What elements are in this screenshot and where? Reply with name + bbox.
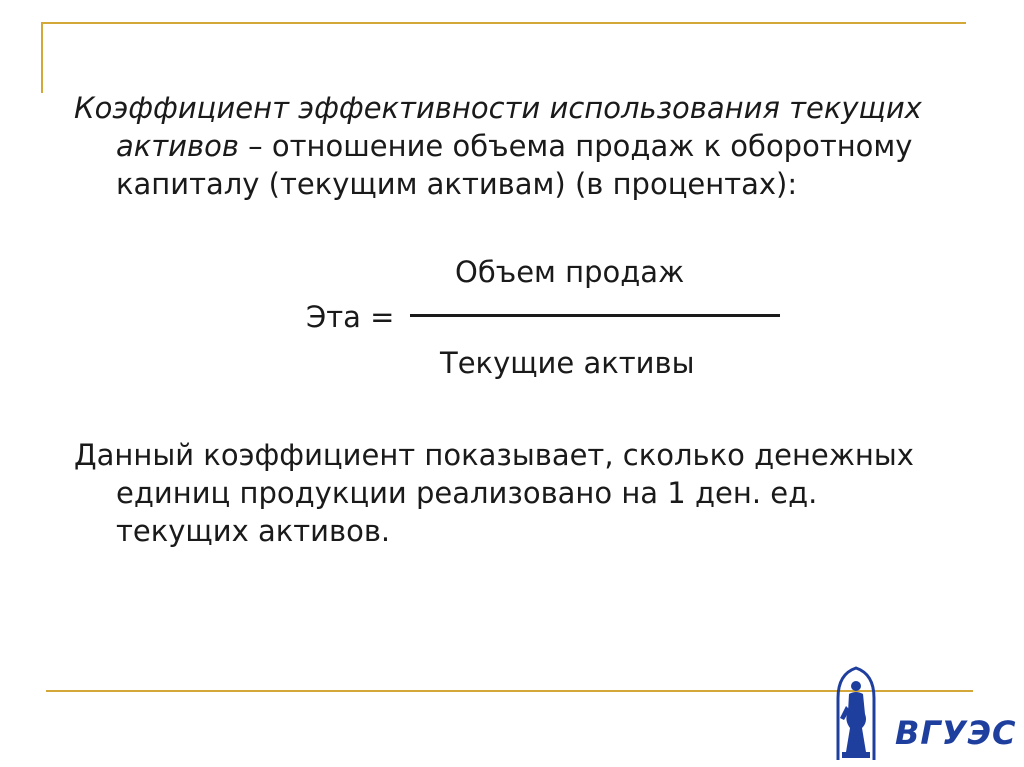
definition-text: – отношение объема продаж к оборотному bbox=[238, 129, 913, 163]
formula-lhs: Эта = bbox=[306, 300, 395, 334]
top-rule bbox=[41, 22, 966, 24]
definition-paragraph bbox=[74, 89, 974, 203]
left-rule bbox=[41, 22, 43, 93]
definition-line-3: капиталу (текущим активам) (в процентах): bbox=[116, 167, 798, 201]
term-line-1: Коэффициент эффективности использования текущих bbox=[74, 91, 922, 125]
explanation-line-2: единиц продукции реализовано на 1 ден. ед. bbox=[116, 476, 818, 510]
definition-line-2 bbox=[74, 127, 974, 165]
explanation-line-3: текущих активов. bbox=[116, 514, 391, 548]
fraction-bar bbox=[410, 314, 780, 317]
formula-numerator: Объем продаж bbox=[455, 255, 685, 289]
explanation-paragraph bbox=[74, 436, 974, 550]
logo-text: ВГУЭС bbox=[895, 714, 1017, 752]
formula-denominator: Текущие активы bbox=[440, 346, 695, 380]
explanation-line-1: Данный коэффициент показывает, сколько денежных bbox=[74, 438, 914, 472]
term-line-2: активов bbox=[116, 129, 239, 163]
